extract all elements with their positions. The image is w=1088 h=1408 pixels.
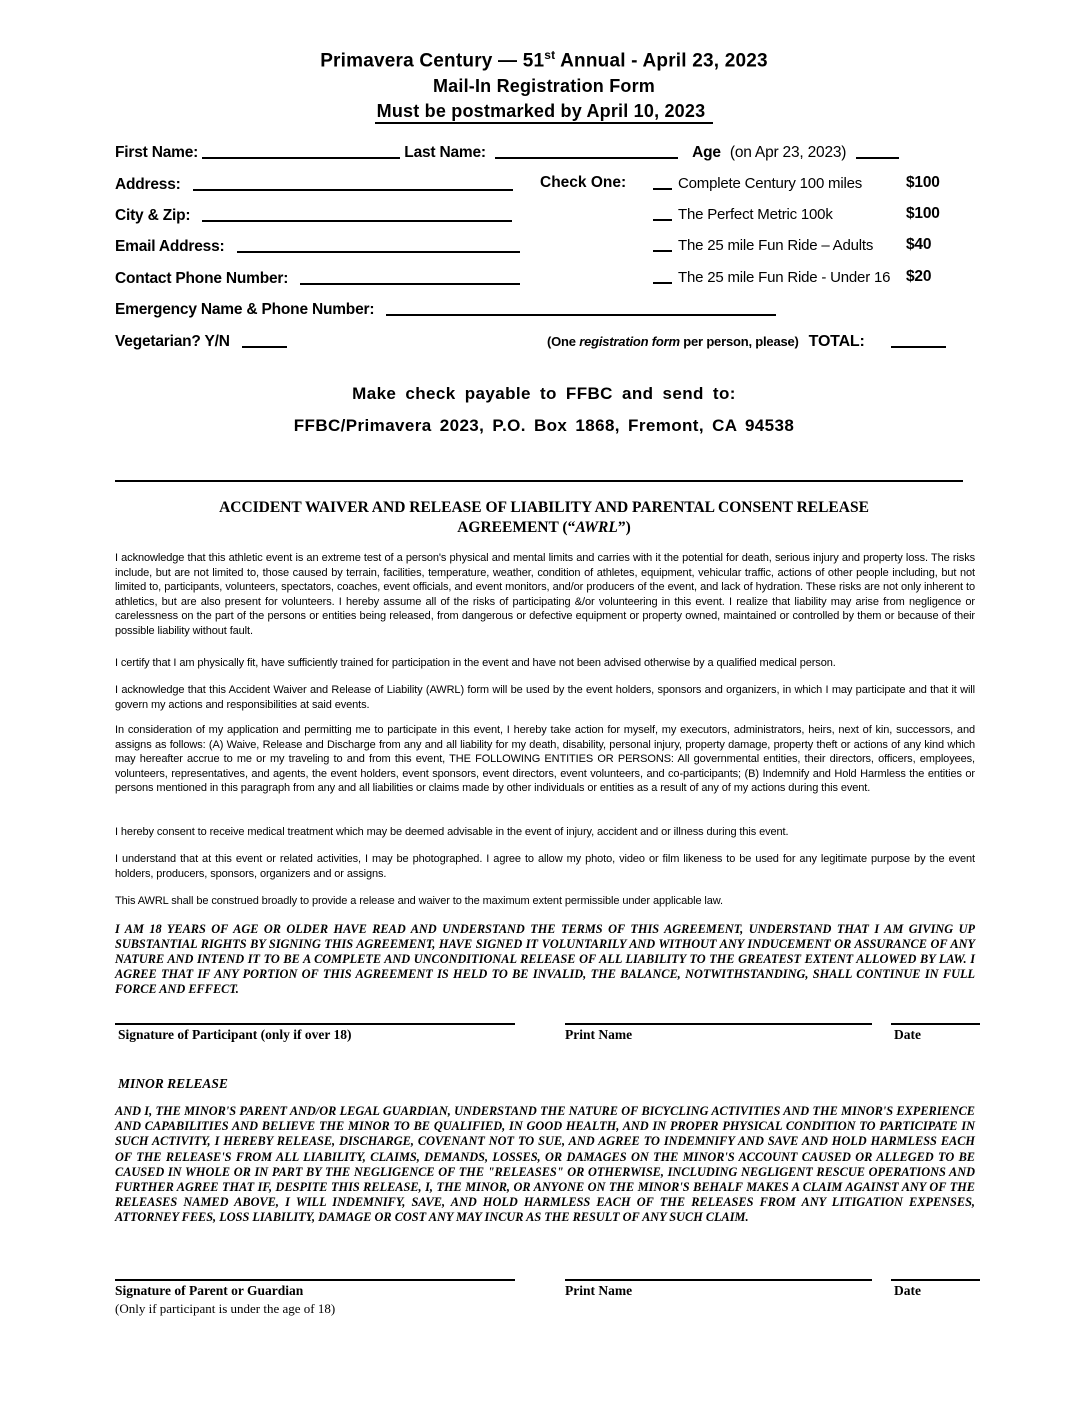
ride-option-row	[653, 236, 1088, 254]
waiver-title-line2	[64, 518, 1024, 538]
guardian-signature-subnote: (Only if participant is under the age of 18)	[115, 1301, 336, 1316]
check-one-label: Check One:	[540, 174, 627, 191]
guardian-signature-line[interactable]	[115, 1279, 515, 1281]
agreement-caps-paragraph: I AM 18 YEARS OF AGE OR OLDER HAVE READ AND UNDERSTAND THE TERMS OF THIS AGREEMENT, UNDERSTAND THAT I AM GIVING UP SUBSTANTIAL RIGHTS BY SIGNING THIS AGREEMENT, HAVE SIGNED IT VOLUNTARILY AND WITHOUT ANY INDUCEMENT OR ASSURANCE OF ANY NATURE AND INTEND IT TO BE A COMPLETE AND UNCONDITIONAL RELEASE OF ALL LIABILITY TO THE GREATEST EXTENT ALLOWED BY LAW. I AGREE THAT IF ANY PORTION OF THIS AGREEMENT IS HELD TO BE INVALID, THE BALANCE, NOTWITHSTANDING, SHALL CONTINUE IN FULL FORCE AND EFFECT.	[115, 922, 975, 996]
checkbox-blank-funride-under16[interactable]	[653, 268, 672, 284]
guardian-signature-label: Signature of Parent or Guardian	[115, 1283, 304, 1298]
deadline-text: Must be postmarked by April 10, 2023	[375, 101, 714, 124]
city-zip-row	[115, 205, 512, 225]
ride-option-label: Complete Century 100 miles	[678, 175, 863, 192]
waiver-title-line1: ACCIDENT WAIVER AND RELEASE OF LIABILITY AND PARENTAL CONSENT RELEASE	[219, 499, 869, 516]
guardian-signature-block	[115, 1279, 980, 1339]
print-name-line[interactable]	[565, 1279, 872, 1281]
participant-signature-label: Signature of Participant (only if over 18)	[118, 1027, 352, 1042]
first-name-label: First Name:	[115, 144, 199, 161]
emergency-row	[115, 299, 776, 319]
vegetarian-label: Vegetarian? Y/N	[115, 333, 230, 350]
waiver-paragraph: I understand that at this event or related activities, I may be photographed. I agree to allow my photo, video or film likeness to be used for any legitimate purpose by the event holders, producers, sponsors, organizers and or assigns.	[115, 853, 975, 880]
waiver-paragraph: I certify that I am physically fit, have sufficiently trained for participation in the event and have not been advised otherwise by a qualified medical person.	[115, 657, 836, 669]
name-age-row	[115, 142, 899, 162]
date-label: Date	[894, 1283, 921, 1298]
ride-option-price: $100	[906, 174, 940, 191]
age-field[interactable]	[856, 142, 899, 159]
ride-option-row	[653, 205, 1088, 223]
age-label: Age	[692, 144, 721, 161]
checkbox-blank-funride-adults[interactable]	[653, 236, 672, 252]
ride-option-label: The 25 mile Fun Ride - Under 16	[678, 269, 891, 286]
date-line[interactable]	[891, 1279, 980, 1281]
waiver-paragraph: In consideration of my application and permitting me to participate in this event, I hereby take action for myself, my executors, administrators, heirs, next of kin, successors, and assigns as follows: (A) Waive, Release and Discharge from any and all liability for my death, disability, personal injury, property damage, property theft or actions of any kind which may hereafter accrue to me or my traveling to and from this event, THE FOLLOWING ENTITIES OR PERSONS: All governmental entities, their directors, officers, employees, volunteers, representatives, and agents, the event holders, event sponsors, event directors, event volunteers, and co-participants; (B) Indemnify and Hold Harmless the entities or persons mentioned in this paragraph from any and all liabilities or claims made by other individuals or entities as a result of any of my actions during this event.	[115, 724, 975, 795]
page-title-text: Primavera Century — 51	[320, 50, 545, 72]
email-field[interactable]	[237, 236, 520, 253]
checkbox-blank-metric[interactable]	[653, 205, 672, 221]
waiver-title-line2-post: ”)	[617, 519, 631, 536]
date-label: Date	[894, 1027, 921, 1042]
note-post: per person, please)	[679, 334, 799, 349]
minor-release-paragraph: AND I, THE MINOR'S PARENT AND/OR LEGAL GUARDIAN, UNDERSTAND THE NATURE OF BICYCLING ACTIVITIES AND THE MINOR'S EXPERIENCE AND CAPABILITIES AND BELIEVE THE MINOR TO BE QUALIFIED, IN GOOD HEALTH, AND IN PROPER PHYSICAL CONDITION TO PARTICIPATE IN SUCH ACTIVITY, I HEREBY RELEASE, DISCHARGE, COVENANT NOT TO SUE, AND AGREE TO INDEMNIFY AND SAVE AND HOLD HARMLESS EACH OF THE RELEASE'S FROM ALL LIABILITY, CLAIMS, DEMANDS, LOSSES, OR DAMAGES ON THE MINOR'S ACCOUNT CAUSED OR ALLEGED TO BE CAUSED IN WHOLE OR IN PART BY THE NEGLIGENCE OF THE "RELEASES" OR OTHERWISE, INCLUDING NEGLIGENT RESCUE OPERATIONS AND FURTHER AGREE THAT IF, DESPITE THIS RELEASE, I, THE MINOR, OR ANYONE ON THE MINOR'S BEHALF MAKES A CLAIM AGAINST ANY OF THE RELEASES NAMED ABOVE, I WILL INDEMNIFY, SAVE, AND HOLD HARMLESS EACH OF THE RELEASES FROM ANY LITIGATION EXPENSES, ATTORNEY FEES, LOSS LIABILITY, DAMAGE OR COST ANY MAY INCUR AS THE RESULT OF ANY SUCH CLAIM.	[115, 1104, 975, 1225]
last-name-field[interactable]	[495, 142, 678, 159]
ride-option-row	[653, 174, 1088, 192]
phone-row	[115, 268, 520, 288]
emergency-label: Emergency Name & Phone Number:	[115, 301, 375, 318]
email-row	[115, 236, 520, 256]
ride-option-label: The 25 mile Fun Ride – Adults	[678, 237, 874, 254]
ride-option-label: The Perfect Metric 100k	[678, 206, 833, 223]
section-divider	[115, 480, 963, 482]
phone-label: Contact Phone Number:	[115, 270, 289, 287]
ride-option-row	[653, 268, 1088, 286]
checkbox-blank-century[interactable]	[653, 174, 672, 190]
total-row	[547, 331, 987, 351]
participant-signature-line[interactable]	[115, 1023, 515, 1025]
vegetarian-field[interactable]	[242, 331, 287, 348]
email-label: Email Address:	[115, 238, 225, 255]
waiver-paragraph: I acknowledge that this athletic event is an extreme test of a person's physical and mental limits and carries with it the potential for death, serious injury and property loss. The risks include, but are not limited to, those caused by terrain, facilities, temperature, weather, condition of athletes, equipment, vehicular traffic, actions of other people including, but not limited to, participants, volunteers, spectators, coaches, event officials, and event monitors, and/or producers of the event, and lack of hydration. These risks are not only inherent to athletics, but are also present for volunteers. I hereby assume all of the risks of participating &/or volunteering in this event. I realize that liability may arise from negligence or carelessness on the part of the persons or entities being released, from dangerous or defective equipment or property owned, maintained or controlled by them or because of their possible liability without fault.	[115, 552, 975, 637]
address-field[interactable]	[193, 174, 513, 191]
waiver-paragraph: I acknowledge that this Accident Waiver and Release of Liability (AWRL) form will be used by the event holders, sponsors and organizers, in which I may participate and that it will govern my actions and responsibilities at said events.	[115, 684, 975, 711]
waiver-title-awrl: AWRL	[575, 519, 618, 536]
note-pre: (One	[547, 334, 580, 349]
page-subtitle: Mail-In Registration Form	[432, 76, 655, 96]
age-note: (on Apr 23, 2023)	[729, 144, 847, 161]
waiver-title-line2-pre: AGREEMENT (“	[457, 519, 576, 536]
address-label: Address:	[115, 176, 181, 193]
minor-release-heading: MINOR RELEASE	[118, 1076, 228, 1091]
phone-field[interactable]	[300, 268, 520, 285]
payto-line2: FFBC/Primavera 2023, P.O. Box 1868, Fremont, CA 94538	[293, 416, 795, 435]
vegetarian-row	[115, 331, 287, 351]
total-field[interactable]	[891, 331, 946, 348]
emergency-field[interactable]	[386, 299, 776, 316]
city-zip-label: City & Zip:	[115, 207, 191, 224]
ride-option-price: $100	[906, 205, 940, 222]
waiver-paragraph: I hereby consent to receive medical treatment which may be deemed advisable in the event of injury, accident and or illness during this event.	[115, 826, 789, 838]
first-name-field[interactable]	[202, 142, 400, 159]
note-italic: registration form	[579, 334, 680, 349]
city-zip-field[interactable]	[202, 205, 512, 222]
waiver-paragraph: This AWRL shall be construed broadly to provide a release and waiver to the maximum extent permissible under applicable law.	[115, 895, 723, 907]
print-name-label: Print Name	[565, 1283, 633, 1298]
ride-option-price: $20	[906, 268, 932, 285]
print-name-label: Print Name	[565, 1027, 633, 1042]
date-line[interactable]	[891, 1023, 980, 1025]
last-name-label: Last Name:	[404, 144, 486, 161]
payto-line1: Make check payable to FFBC and send to:	[352, 384, 736, 403]
address-row	[115, 174, 513, 194]
waiver-title	[64, 498, 1024, 538]
participant-signature-block	[115, 1023, 980, 1083]
deadline-notice	[0, 101, 1088, 122]
print-name-line[interactable]	[565, 1023, 872, 1025]
page-title	[0, 48, 1088, 72]
total-label: TOTAL:	[808, 333, 865, 350]
one-form-note	[547, 334, 799, 349]
page-title-suffix: Annual - April 23, 2023	[555, 50, 768, 72]
ride-option-price: $40	[906, 236, 932, 253]
page-title-superscript: st	[544, 48, 556, 62]
